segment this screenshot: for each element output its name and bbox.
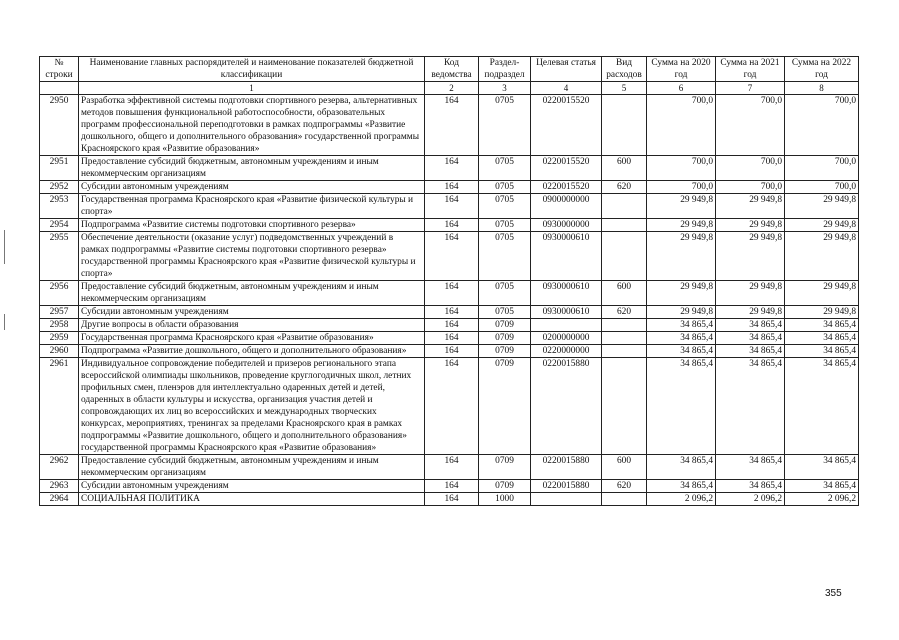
- section-code: 0705: [479, 232, 531, 281]
- section-code: 0705: [479, 281, 531, 306]
- row-number: 2956: [40, 281, 79, 306]
- department-code: 164: [425, 281, 479, 306]
- target-article: 0220015880: [531, 480, 602, 493]
- header-expense-type: Вид расходов: [602, 57, 647, 82]
- section-code: 0705: [479, 219, 531, 232]
- expense-type: [602, 219, 647, 232]
- department-code: 164: [425, 480, 479, 493]
- section-code: 0709: [479, 345, 531, 358]
- row-name: СОЦИАЛЬНАЯ ПОЛИТИКА: [79, 493, 425, 506]
- sum-2021: 34 865,4: [716, 345, 785, 358]
- sum-2021: 34 865,4: [716, 319, 785, 332]
- sum-2021: 34 865,4: [716, 480, 785, 493]
- sum-2022: 29 949,8: [785, 281, 859, 306]
- row-number: 2958: [40, 319, 79, 332]
- target-article: 0930000000: [531, 219, 602, 232]
- sum-2022: 34 865,4: [785, 358, 859, 455]
- sum-2022: 700,0: [785, 181, 859, 194]
- header-sum-2020: Сумма на 2020 год: [647, 57, 716, 82]
- sum-2022: 29 949,8: [785, 232, 859, 281]
- row-name: Подпрограмма «Развитие дошкольного, общего и дополнительного образования»: [79, 345, 425, 358]
- sum-2020: 34 865,4: [647, 480, 716, 493]
- sum-2021: 700,0: [716, 95, 785, 156]
- department-code: 164: [425, 156, 479, 181]
- table-row: [40, 319, 859, 332]
- expense-type: [602, 194, 647, 219]
- department-code: 164: [425, 493, 479, 506]
- header-target-article: Целевая статья: [531, 57, 602, 82]
- target-article: 0930000610: [531, 306, 602, 319]
- section-code: 0705: [479, 156, 531, 181]
- sum-2022: 34 865,4: [785, 332, 859, 345]
- row-name: Обеспечение деятельности (оказание услуг) подведомственных учреждений в рамках подпрограммы «Развитие системы подготовки спортивного резерва» государственной программы Красноярского края «Развитие физической культуры и спорта»: [79, 232, 425, 281]
- sum-2020: 2 096,2: [647, 493, 716, 506]
- department-code: 164: [425, 319, 479, 332]
- target-article: [531, 319, 602, 332]
- sum-2020: 34 865,4: [647, 319, 716, 332]
- section-code: 0705: [479, 95, 531, 156]
- sum-2020: 700,0: [647, 95, 716, 156]
- department-code: 164: [425, 332, 479, 345]
- table-row: [40, 332, 859, 345]
- row-number: 2954: [40, 219, 79, 232]
- sum-2022: 34 865,4: [785, 480, 859, 493]
- section-code: 0709: [479, 480, 531, 493]
- table-row: [40, 306, 859, 319]
- sum-2021: 29 949,8: [716, 232, 785, 281]
- sum-2021: 29 949,8: [716, 194, 785, 219]
- column-number: 7: [716, 82, 785, 95]
- row-name: Государственная программа Красноярского края «Развитие физической культуры и спорта»: [79, 194, 425, 219]
- page-number: 355: [825, 588, 842, 599]
- sum-2021: 700,0: [716, 181, 785, 194]
- sum-2022: 34 865,4: [785, 345, 859, 358]
- sum-2020: 29 949,8: [647, 281, 716, 306]
- sum-2020: 29 949,8: [647, 219, 716, 232]
- expense-type: [602, 493, 647, 506]
- table-row: [40, 181, 859, 194]
- column-number: 6: [647, 82, 716, 95]
- sum-2021: 29 949,8: [716, 306, 785, 319]
- row-number: 2953: [40, 194, 79, 219]
- sum-2021: 29 949,8: [716, 281, 785, 306]
- sum-2020: 34 865,4: [647, 455, 716, 480]
- section-code: 0705: [479, 181, 531, 194]
- scan-margin-mark: [4, 230, 5, 264]
- department-code: 164: [425, 219, 479, 232]
- row-number: 2961: [40, 358, 79, 455]
- row-name: Предоставление субсидий бюджетным, автономным учреждениям и иным некоммерческим организациям: [79, 156, 425, 181]
- sum-2022: 34 865,4: [785, 455, 859, 480]
- column-number: 5: [602, 82, 647, 95]
- column-number: 2: [425, 82, 479, 95]
- sum-2022: 2 096,2: [785, 493, 859, 506]
- row-name: Субсидии автономным учреждениям: [79, 181, 425, 194]
- table-row: [40, 455, 859, 480]
- scan-margin-mark: [4, 314, 5, 330]
- expense-type: [602, 232, 647, 281]
- column-number-row: [40, 82, 859, 95]
- row-number: 2964: [40, 493, 79, 506]
- table-row: [40, 480, 859, 493]
- section-code: 0709: [479, 332, 531, 345]
- sum-2022: 700,0: [785, 156, 859, 181]
- department-code: 164: [425, 455, 479, 480]
- row-number: 2950: [40, 95, 79, 156]
- sum-2020: 700,0: [647, 156, 716, 181]
- row-number: 2963: [40, 480, 79, 493]
- sum-2020: 29 949,8: [647, 306, 716, 319]
- sum-2021: 2 096,2: [716, 493, 785, 506]
- target-article: 0930000610: [531, 281, 602, 306]
- sum-2020: 29 949,8: [647, 194, 716, 219]
- table-row: [40, 493, 859, 506]
- expense-type: 620: [602, 306, 647, 319]
- header-name: Наименование главных распорядителей и наименование показателей бюджетной классификации: [79, 57, 425, 82]
- table-row: [40, 219, 859, 232]
- column-number: 1: [79, 82, 425, 95]
- header-department-code: Код ведомства: [425, 57, 479, 82]
- row-number: 2962: [40, 455, 79, 480]
- table-row: [40, 358, 859, 455]
- sum-2021: 29 949,8: [716, 219, 785, 232]
- target-article: 0220015520: [531, 95, 602, 156]
- target-article: 0220015520: [531, 181, 602, 194]
- table-row: [40, 156, 859, 181]
- row-number: 2957: [40, 306, 79, 319]
- sum-2022: 29 949,8: [785, 194, 859, 219]
- sum-2021: 700,0: [716, 156, 785, 181]
- target-article: 0220015880: [531, 455, 602, 480]
- sum-2021: 34 865,4: [716, 358, 785, 455]
- header-section: Раздел-подраздел: [479, 57, 531, 82]
- department-code: 164: [425, 181, 479, 194]
- sum-2022: 29 949,8: [785, 306, 859, 319]
- expense-type: 600: [602, 281, 647, 306]
- section-code: 0705: [479, 194, 531, 219]
- column-number: 4: [531, 82, 602, 95]
- sum-2022: 700,0: [785, 95, 859, 156]
- row-number: 2960: [40, 345, 79, 358]
- sum-2022: 34 865,4: [785, 319, 859, 332]
- header-row-number: № строки: [40, 57, 79, 82]
- expense-type: [602, 319, 647, 332]
- budget-table: [39, 56, 859, 506]
- header-row: [40, 57, 859, 82]
- column-number: 8: [785, 82, 859, 95]
- row-number: 2951: [40, 156, 79, 181]
- section-code: 0705: [479, 306, 531, 319]
- table-row: [40, 345, 859, 358]
- header-sum-2021: Сумма на 2021 год: [716, 57, 785, 82]
- column-number: 3: [479, 82, 531, 95]
- row-name: Предоставление субсидий бюджетным, автономным учреждениям и иным некоммерческим организациям: [79, 455, 425, 480]
- target-article: 0200000000: [531, 332, 602, 345]
- expense-type: [602, 345, 647, 358]
- department-code: 164: [425, 194, 479, 219]
- target-article: 0930000610: [531, 232, 602, 281]
- section-code: 0709: [479, 455, 531, 480]
- expense-type: 600: [602, 156, 647, 181]
- expense-type: 620: [602, 480, 647, 493]
- row-name: Предоставление субсидий бюджетным, автономным учреждениям и иным некоммерческим организациям: [79, 281, 425, 306]
- section-code: 0709: [479, 358, 531, 455]
- header-sum-2022: Сумма на 2022 год: [785, 57, 859, 82]
- sum-2020: 34 865,4: [647, 358, 716, 455]
- row-number: 2952: [40, 181, 79, 194]
- row-number: 2959: [40, 332, 79, 345]
- column-number-empty: [40, 82, 79, 95]
- department-code: 164: [425, 345, 479, 358]
- sum-2020: 34 865,4: [647, 345, 716, 358]
- target-article: 0220015520: [531, 156, 602, 181]
- table-row: [40, 281, 859, 306]
- expense-type: 620: [602, 181, 647, 194]
- sum-2021: 34 865,4: [716, 455, 785, 480]
- row-name: Государственная программа Красноярского края «Развитие образования»: [79, 332, 425, 345]
- expense-type: [602, 358, 647, 455]
- section-code: 1000: [479, 493, 531, 506]
- table-row: [40, 194, 859, 219]
- expense-type: 600: [602, 455, 647, 480]
- row-name: Другие вопросы в области образования: [79, 319, 425, 332]
- section-code: 0709: [479, 319, 531, 332]
- sum-2020: 34 865,4: [647, 332, 716, 345]
- table-row: [40, 232, 859, 281]
- target-article: 0900000000: [531, 194, 602, 219]
- expense-type: [602, 332, 647, 345]
- sum-2022: 29 949,8: [785, 219, 859, 232]
- sum-2020: 29 949,8: [647, 232, 716, 281]
- department-code: 164: [425, 358, 479, 455]
- sum-2021: 34 865,4: [716, 332, 785, 345]
- row-name: Разработка эффективной системы подготовки спортивного резерва, альтернативных методов повышения функциональной работоспособности, образовательных программ профессиональной переподготовки в рамках подпрограммы «Развитие дошкольного, общего и дополнительного образования» государственной программы Красноярского края «Развитие образования»: [79, 95, 425, 156]
- row-name: Индивидуальное сопровождение победителей и призеров регионального этапа всероссийской олимпиады школьников, проведение круглогодичных школ, летних профильных смен, пленэров для интеллектуально одаренных детей и детей, одаренных в области культуры и искусства, организация участия детей и сопровождающих их лиц во всероссийских и международных творческих конкурсах, мероприятиях, тренингах за пределами Красноярского края в рамках подпрограммы «Развитие дошкольного, общего и дополнительного образования» государственной программы Красноярского края «Развитие образования»: [79, 358, 425, 455]
- department-code: 164: [425, 95, 479, 156]
- row-name: Подпрограмма «Развитие системы подготовки спортивного резерва»: [79, 219, 425, 232]
- target-article: 0220015880: [531, 358, 602, 455]
- department-code: 164: [425, 232, 479, 281]
- row-name: Субсидии автономным учреждениям: [79, 306, 425, 319]
- target-article: 0220000000: [531, 345, 602, 358]
- row-name: Субсидии автономным учреждениям: [79, 480, 425, 493]
- department-code: 164: [425, 306, 479, 319]
- sum-2020: 700,0: [647, 181, 716, 194]
- row-number: 2955: [40, 232, 79, 281]
- expense-type: [602, 95, 647, 156]
- table-row: [40, 95, 859, 156]
- target-article: [531, 493, 602, 506]
